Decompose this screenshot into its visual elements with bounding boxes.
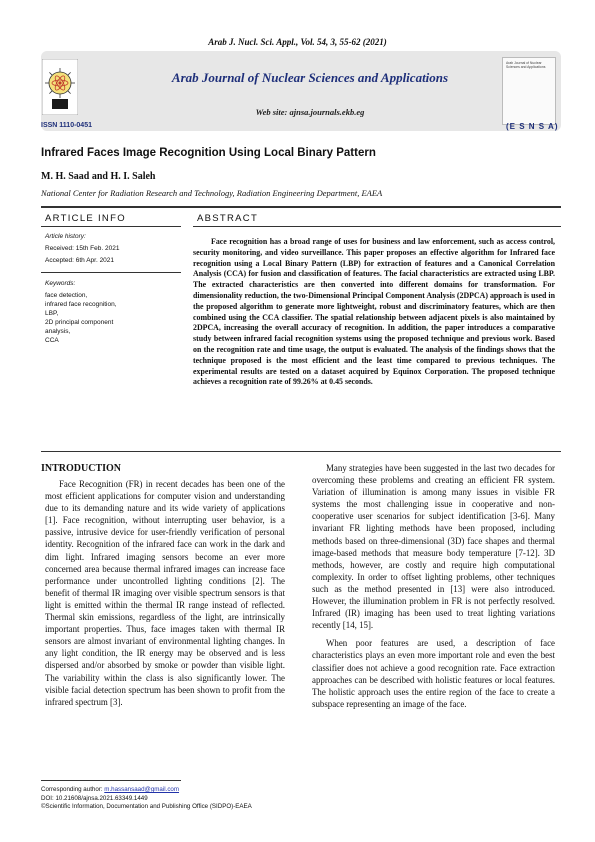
abstract-heading: ABSTRACT (197, 213, 259, 224)
society-acronym: (E S N S A) (506, 122, 559, 131)
accepted-date: Accepted: 6th Apr. 2021 (45, 257, 115, 264)
divider (41, 272, 181, 273)
authors: M. H. Saad and H. I. Saleh (41, 171, 156, 182)
divider (41, 451, 561, 452)
keyword-item: CCA (45, 337, 59, 344)
keyword-item: LBP, (45, 310, 59, 317)
right-column (312, 462, 555, 716)
corresponding-author (41, 786, 561, 795)
keyword-item: analysis, (45, 328, 71, 335)
keyword-item: 2D principal component (45, 319, 114, 326)
abstract-text: Face recognition has a broad range of uses for business and law enforcement, such as access control, security monitoring, and video surveillance. This paper proposes an effective algorithm for Infrared face recognition using a Local Binary Pattern (LBP) for extraction of features and a Canonical Correlation Analysis (CCA) for fusion and classification of features. The facial characteristics are extracted using LBP. The extracted characteristics are then converted into different domains for transformation. For dimensionality reduction, the two-Dimensional Principal Component Analysis (2DPCA) approach is used in the proposed algorithm to generate more lightweight, robust and discriminatory features, which are then combined using the CCA classifier. The spatial relationship between adjacent pixels is also maintained by 2DPCA, increasing the overall accuracy of recognition. In addition, the paper introduces a comparative study between infrared facial recognition systems using the proposed technique and previous work. Based on the recognition rate and time usage, the output is evaluated. The analysis of the findings shows that the technique proposed is the most efficient and the least time compared to previous techniques. The experimental results are tested on a dataset acquired by Equinox Corporation. The proposed technique achieves a recognition rate of 99.26% at 0.45 seconds. (193, 237, 555, 387)
left-column (45, 478, 285, 714)
keyword-item: face detection, (45, 292, 88, 299)
doi: DOI: 10.21608/ajnsa.2021.63349.1449 (41, 794, 148, 802)
footnote-divider (41, 780, 181, 781)
received-date: Received: 15th Feb. 2021 (45, 245, 120, 252)
introduction-heading: INTRODUCTION (41, 463, 122, 474)
esnsa-logo (42, 59, 78, 115)
divider (41, 206, 561, 208)
keyword-item: infrared face recognition, (45, 301, 117, 308)
journal-banner (41, 51, 561, 131)
corresponding-label: Corresponding author: (41, 786, 105, 793)
journal-title: Arab Journal of Nuclear Sciences and Applications (171, 70, 449, 85)
divider (41, 226, 181, 227)
article-info-heading: ARTICLE INFO (45, 213, 126, 224)
paper-title: Infrared Faces Image Recognition Using Local Binary Pattern (41, 147, 376, 159)
cover-title: Arab Journal of Nuclear Sciences and Applications (506, 61, 546, 70)
paragraph: When poor features are used, a description of face characteristics plays an even more important role and even the best classifier does not achieve a good recognition rate. Face extraction approaches can be described with holistic features or local features. The holistic approach uses the entire region of the face to create a subspace representing an image of the face. (312, 638, 555, 709)
journal-cover-thumbnail (502, 57, 556, 125)
footnote (41, 786, 561, 812)
issn: ISSN 1110-0451 (41, 122, 92, 129)
journal-website[interactable]: Web site: ajnsa.journals.ekb.eg (255, 107, 365, 117)
article-history (45, 232, 185, 265)
history-label: Article history: (45, 233, 86, 240)
author-email-link[interactable]: m.hassansaad@gmail.com (104, 786, 180, 793)
keywords-block (45, 279, 185, 345)
divider (193, 226, 561, 227)
keyword-list (45, 291, 185, 345)
keywords-label: Keywords: (45, 280, 76, 287)
copyright: ©Scientific Information, Documentation and Publishing Office (SIDPO)-EAEA (41, 803, 252, 810)
paragraph: Face Recognition (FR) in recent decades has been one of the most efficient applications for computer vision and understanding due to its demanding nature and its wide variety of applications [1]. Face recognition, without interrupting user behavior, is a passive, intrusive device for user-friendly verification of personal identity. Recognition of the infrared face can work in the dark and dim light. Infrared imaging sensors become an ever more concerned area because thermal infrared images can increase face performance under uncontrolled lighting conditions [2]. The benefit of thermal IR imaging over visible spectrum sensors is that light is emitted within the thermal IR range instead of reflected. Thermal skin emissions, regardless of the light, are intrinsically important properties. Thus, face images taken with thermal IR sensors are almost invariant of environmental lighting changes. In any light condition, the IR energy may be observed and is less dispersed and/or absorbed by smoke or powder than visible light. The variability within the class is also significantly lower. The visible facial detection spectrum has been shown to profit from the infrared spectrum [3]. (45, 479, 285, 707)
running-head: Arab J. Nucl. Sci. Appl., Vol. 54, 3, 55-62 (2021) (208, 37, 387, 47)
affiliation: National Center for Radiation Research and Technology, Radiation Engineering Department, EAEA (41, 188, 383, 198)
paragraph: Many strategies have been suggested in the last two decades for overcoming these problems and creating an efficient FR system. Variation of illumination is among many issues in visible FR systems the most challenging issue in cooperative and non-cooperative user scenarios for subject identification [3-6]. Many invariant FR lighting methods have been proposed, including methods based on three-dimensional (3D) face shapes and thermal image-based methods that measure body temperature [7-12]. 3D methods, however, are costly and require high computational complexity. In order to offset lighting problems, other techniques such as the method presented in [13] were also introduced. However, the illumination problem in FR is not perfectly resolved. Infrared (IR) imaging has been used to treat lighting variations recently [14, 15]. (312, 463, 555, 631)
